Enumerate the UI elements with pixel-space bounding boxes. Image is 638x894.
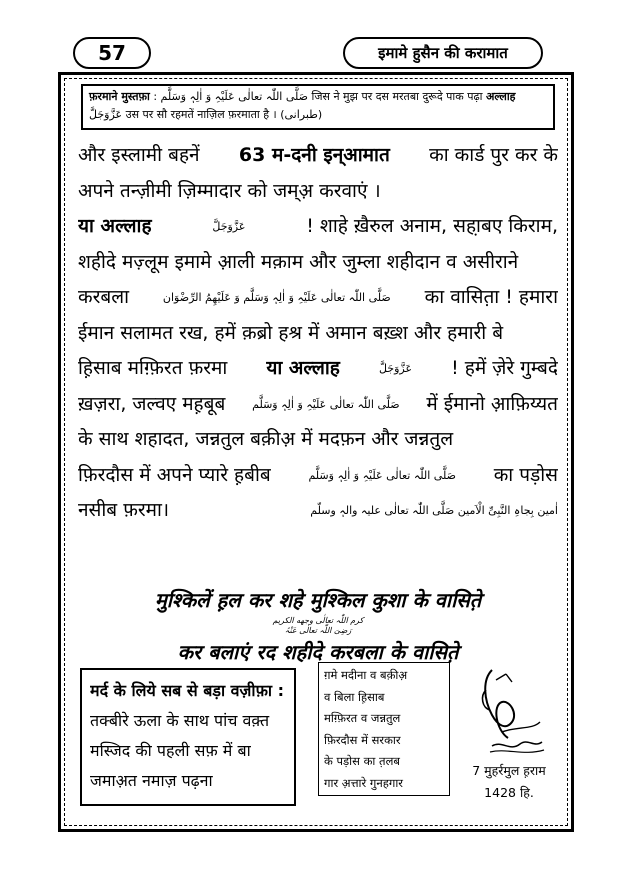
text-segment: ह़िसाब मग़्फ़िरत फ़रमा [78, 357, 228, 379]
text-line [78, 174, 558, 210]
hadith-box [81, 84, 555, 130]
arabic-honorific: عَزَّوَجَلَّ [378, 362, 413, 375]
date-line-1: 7 मुहर्रमुल ह़राम [472, 763, 546, 778]
text-segment: और इस्लामी बहनें [78, 144, 200, 166]
dua-line: मग़्फ़िरत व जन्नतुल [324, 711, 401, 725]
hadith-honorific: عَزَّوَجَلَّ [89, 108, 123, 121]
signature-date [460, 760, 558, 804]
signature-image [462, 660, 554, 760]
arabic-honorific: صَلَّی اللّٰہ تعالٰی عَلَیْہِ وَ اٰلِہٖ وَسَلَّم وَ عَلَیْھِمُ الرِّضْوَان [162, 291, 391, 304]
dua-box [318, 662, 450, 796]
hadith-bold-end: अल्लाह [486, 90, 516, 103]
text-line [78, 245, 558, 281]
text-segment: शहीदे मज़्लूम इमामे आ़ली मक़ाम और जुम्ला शहीदान व असीराने [78, 250, 519, 273]
text-segment: का पड़ोस [493, 463, 558, 486]
wazifa-line: मस्जिद की पहली सफ़ में बा [90, 741, 251, 760]
dua-line: गार अ़त्तारे गुनहगार [324, 775, 404, 790]
dua-line: फ़िरदौस में सरकार [324, 732, 401, 747]
text-segment: का वासित़ा ! हमारा [424, 286, 558, 308]
text-segment: में ईमानो आ़फ़िय्यत [426, 392, 558, 415]
wazifa-line: जमाअ़त नमाज़ पढ़ना [90, 771, 213, 790]
arabic-honorific: عَزَّوَجَلَّ [212, 220, 246, 233]
verse-note-1: كرم اللّٰہ تعالٰی وجهه الكريم [272, 616, 364, 625]
verse [78, 584, 558, 668]
hadith-reference: (طبرانی) [280, 108, 323, 121]
text-segment: ईमान सलामत रख, हमें क़ब्रो हश्र में अमान बख़्श और हमारी बे [78, 321, 504, 344]
text-segment: फ़िरदौस में अपने प्यारे ह़बीब [78, 463, 271, 486]
text-segment: करबला [78, 286, 130, 308]
dua-line: ग़मे मदीना व बक़ीअ़ [324, 668, 408, 682]
text-line [78, 458, 558, 494]
text-segment: ! हमें ज़ेरे गुम्बदे [451, 357, 558, 379]
dua-line: के पड़ोस का त़लब [324, 754, 400, 768]
dua-line: व बिला ह़िसाब [324, 689, 385, 704]
hadith-line-1 [89, 88, 547, 106]
text-segment: ! शाहे खै़रुल अनाम, सहा़बए किराम, [306, 215, 558, 237]
text-line [78, 422, 558, 458]
bold-phrase: या अल्लाह [266, 357, 340, 379]
text-line [78, 280, 558, 316]
text-line [78, 316, 558, 352]
hadith-lead: फ़रमाने मुस्तफ़ा [89, 90, 150, 103]
text-line [78, 138, 558, 174]
text-segment: ख़ज़रा, जल्वए मह़बूब [78, 392, 226, 415]
arabic-honorific: صَلَّی اللّٰہ تعالٰی عَلَیْہِ وَ اٰلِہٖ وَسَلَّم [252, 397, 400, 411]
verse-note-2: رَضِیَ اللّٰہ تعالٰی عَنْہُ [284, 626, 352, 635]
wazifa-line: तक्बीरे ऊला के साथ पांच वक़्त [90, 711, 270, 730]
hadith-salutation: صَلَّی اللّٰہ تعالٰی عَلَیْہِ وَ اٰلِہٖ وَسَلَّم : [153, 90, 309, 103]
main-text [78, 138, 558, 529]
hadith-text-2: उस पर सौ रहमतें नाज़िल फ़रमाता है । [125, 108, 277, 121]
page-number: 57 [73, 37, 151, 69]
wazifa-box [80, 668, 296, 806]
verse-line-1: मुश्किलें ह़ल कर शहे मुश्किल कुशा के वासित़े [154, 588, 482, 612]
text-line [78, 209, 558, 245]
hadith-text: जिस ने मुझ पर दस मरतबा दुरूदे पाक पढ़ा [311, 90, 483, 103]
text-segment: के साथ शहादत, जन्नतुल बक़ीअ़ में मदफ़न और जन्नतुल [78, 428, 454, 450]
date-line-2: 1428 हि. [484, 785, 534, 800]
arabic-honorific: اٰمین بِجاہِ النَّبِیِّ الْاَمین صَلَّی اللّٰہ تعالٰی علیہ والہٖ وسلّم [310, 504, 558, 517]
text-segment: नसीब फ़रमा। [78, 499, 170, 521]
book-title: इमामे हुसैन की करामात [343, 37, 543, 69]
bold-phrase: 63 म-दनी इन्आमात [238, 144, 390, 166]
text-line [78, 493, 558, 529]
text-segment: अपने तन्ज़ीमी ज़िम्मादार को जम्अ़ करवाएं । [78, 179, 381, 202]
bold-phrase: या अल्लाह [78, 215, 152, 237]
text-line [78, 351, 558, 387]
arabic-honorific: صَلَّی اللّٰہ تعالٰی عَلَیْہِ وَ اٰلِہٖ وَسَلَّم [308, 468, 456, 482]
text-line [78, 387, 558, 423]
hadith-line-2 [89, 106, 547, 124]
verse-line-2: कर बलाएं रद शहीदे करबला के वासित़े [177, 640, 459, 664]
text-segment: का कार्ड पुर कर के [429, 144, 558, 166]
wazifa-heading: मर्द के लिये सब से बड़ा वज़ीफ़ा : [90, 681, 285, 700]
